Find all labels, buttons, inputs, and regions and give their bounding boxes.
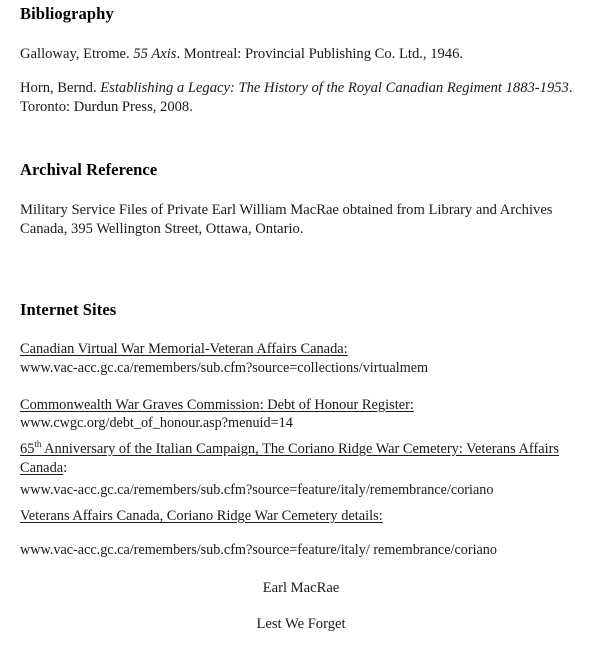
archival-reference-text: Military Service Files of Private Earl William MacRae obtained from Library and Archives Canada, 395 Wellington Street, Ottawa, Ontario. [20, 202, 553, 237]
internet-link-title-2[interactable] [20, 396, 414, 415]
internet-link-url-4[interactable]: www.vac-acc.gc.ca/remembers/sub.cfm?source=feature/italy/ remembrance/coriano [20, 542, 497, 558]
internet-link-title-3-text [20, 441, 559, 476]
ordinal-suffix-th: th [34, 439, 42, 450]
internet-link-title-3-colon: : [63, 459, 68, 476]
bibliography-entry-horn-publication: . Toronto: Durdun Press, 2008. [20, 80, 573, 115]
heading-archival-reference: Archival Reference [20, 160, 158, 179]
bibliography-entry-galloway-title: 55 Axis [133, 46, 177, 62]
internet-link-title-3[interactable] [20, 440, 580, 477]
internet-link-title-4[interactable] [20, 507, 383, 526]
bibliography-entry-galloway [20, 45, 580, 64]
internet-link-title-3-number: 65 [20, 441, 35, 457]
internet-link-title-1[interactable] [20, 340, 348, 359]
heading-internet-sites: Internet Sites [20, 300, 117, 319]
internet-link-title-2-text: Commonwealth War Graves Commission: Debt of Honour Register: [20, 397, 414, 413]
heading-bibliography: Bibliography [20, 4, 114, 23]
signature-motto: Lest We Forget [256, 616, 346, 632]
bibliography-entry-horn-author: Horn, Bernd. [20, 80, 101, 96]
signature-name: Earl MacRae [262, 580, 340, 596]
bibliography-entry-galloway-publication: . Montreal: Provincial Publishing Co. Ltd., 1946. [176, 46, 464, 62]
bibliography-entry-horn [20, 79, 582, 116]
internet-link-url-2[interactable]: www.cwgc.org/debt_of_honour.asp?menuid=14 [20, 415, 293, 431]
internet-link-title-1-text: Canadian Virtual War Memorial-Veteran Affairs Canada: [20, 341, 348, 357]
bibliography-entry-horn-title: Establishing a Legacy: The History of the Royal Canadian Regiment 1883-1953 [100, 80, 569, 96]
internet-link-title-3-main: Anniversary of the Italian Campaign, The Coriano Ridge War Cemetery: Veterans Affairs Canada [20, 441, 560, 476]
internet-link-title-4-text: Veterans Affairs Canada, Coriano Ridge War Cemetery details: [20, 508, 383, 524]
internet-link-url-3[interactable]: www.vac-acc.gc.ca/remembers/sub.cfm?source=feature/italy/remembrance/coriano [20, 482, 494, 498]
internet-link-url-1[interactable]: www.vac-acc.gc.ca/remembers/sub.cfm?source=collections/virtualmem [20, 360, 429, 376]
bibliography-entry-galloway-author: Galloway, Etrome. [20, 46, 134, 62]
